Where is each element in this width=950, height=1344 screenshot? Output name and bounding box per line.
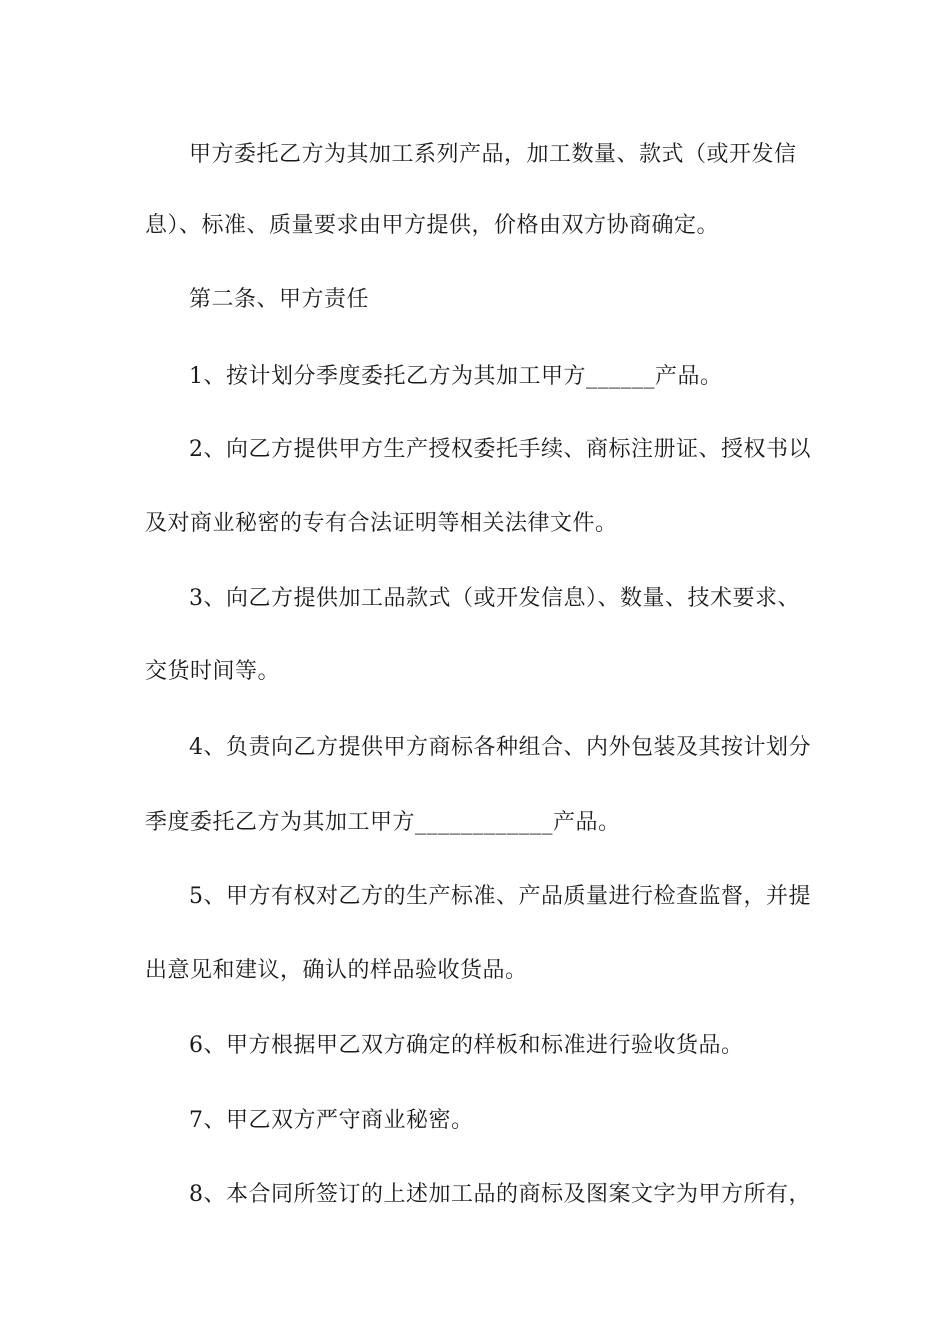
clause-6-line-1: 6、甲方根据甲乙双方确定的样板和标准进行验收货品。 bbox=[189, 1033, 744, 1058]
clause-7-line-1: 7、甲乙双方严守商业秘密。 bbox=[189, 1108, 474, 1133]
clause-1-line-1: 1、按计划分季度委托乙方为其加工甲方______产品。 bbox=[189, 364, 723, 389]
clause-3-line-1: 3、向乙方提供加工品款式（或开发信息）、数量、技术要求、 bbox=[189, 586, 800, 611]
section-heading: 第二条、甲方责任 bbox=[189, 287, 370, 312]
clause-2-line-2: 及对商业秘密的专有合法证明等相关法律文件。 bbox=[145, 511, 618, 536]
clause-5-line-2: 出意见和建议，确认的样品验收货品。 bbox=[145, 958, 528, 983]
clause-5-line-1: 5、甲方有权对乙方的生产标准、产品质量进行检查监督，并提 bbox=[189, 884, 811, 909]
clause-2-line-1: 2、向乙方提供甲方生产授权委托手续、商标注册证、授权书以 bbox=[189, 437, 811, 462]
paragraph-intro-line-2: 息）、标准、质量要求由甲方提供，价格由双方协商确定。 bbox=[145, 213, 720, 238]
clause-3-line-2: 交货时间等。 bbox=[145, 659, 281, 684]
clause-4-line-2: 季度委托乙方为其加工甲方____________产品。 bbox=[145, 810, 621, 835]
clause-4-line-1: 4、负责向乙方提供甲方商标各种组合、内外包装及其按计划分 bbox=[189, 735, 811, 760]
clause-8-line-1: 8、本合同所签订的上述加工品的商标及图案文字为甲方所有， bbox=[189, 1182, 811, 1207]
paragraph-intro-line-1: 甲方委托乙方为其加工系列产品，加工数量、款式（或开发信 bbox=[189, 142, 797, 167]
